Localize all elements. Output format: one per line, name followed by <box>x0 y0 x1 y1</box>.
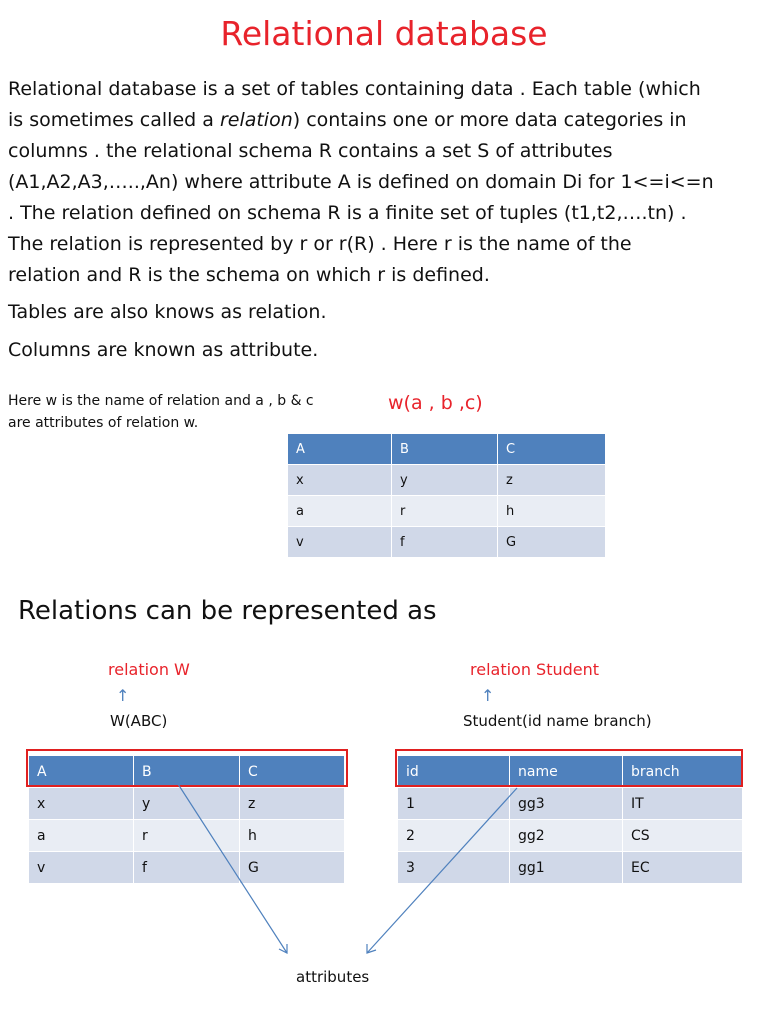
column-header: B <box>392 434 498 465</box>
intro-line-2-start: is sometimes called a <box>8 109 220 131</box>
table-row <box>398 820 743 852</box>
column-header: B <box>134 756 240 788</box>
table-cell: 1 <box>398 788 510 820</box>
table-cell: h <box>498 496 606 527</box>
relation-w-label: relation W <box>108 660 190 679</box>
table-cell: gg1 <box>510 852 623 884</box>
table-cell: f <box>134 852 240 884</box>
tables-alias-text: Tables are also knows as relation. <box>8 301 327 323</box>
table-cell: f <box>392 527 498 558</box>
table-cell: G <box>498 527 606 558</box>
column-header: id <box>398 756 510 788</box>
intro-line-1: Relational database is a set of tables containing data . Each table (which <box>8 78 701 100</box>
table-cell: y <box>392 465 498 496</box>
table-cell: 3 <box>398 852 510 884</box>
relation-note-line-2: are attributes of relation w. <box>8 415 199 431</box>
intro-line-4: (A1,A2,A3,…..,An) where attribute A is defined on domain Di for 1<=i<=n <box>8 171 714 193</box>
header-highlight-box <box>395 749 743 787</box>
table-cell: x <box>288 465 392 496</box>
table-cell: v <box>29 852 134 884</box>
table-cell: gg3 <box>510 788 623 820</box>
relation-w-example-table <box>287 433 606 558</box>
section-heading: Relations can be represented as <box>18 596 437 626</box>
column-header: branch <box>623 756 743 788</box>
table-row <box>29 820 345 852</box>
column-header: A <box>29 756 134 788</box>
relation-note <box>8 390 358 434</box>
column-header: C <box>240 756 345 788</box>
columns-alias-text: Columns are known as attribute. <box>8 339 319 361</box>
intro-paragraph <box>8 74 764 291</box>
intro-line-6: The relation is represented by r or r(R) . Here r is the name of the <box>8 233 632 255</box>
relation-student-schema: Student(id name branch) <box>463 712 652 730</box>
table-cell: a <box>29 820 134 852</box>
table-cell: IT <box>623 788 743 820</box>
column-header: A <box>288 434 392 465</box>
table-row <box>288 465 606 496</box>
arrow-up-icon: ↑ <box>116 686 130 705</box>
table-row <box>29 852 345 884</box>
attributes-label: attributes <box>296 968 370 986</box>
table-row <box>398 852 743 884</box>
table-header-row <box>288 434 606 465</box>
table-cell: a <box>288 496 392 527</box>
table-row <box>29 788 345 820</box>
intro-line-2-end: ) contains one or more data categories in <box>292 109 687 131</box>
relation-term: relation <box>219 109 293 131</box>
column-header: name <box>510 756 623 788</box>
table-cell: gg2 <box>510 820 623 852</box>
table-row <box>398 788 743 820</box>
intro-line-5: . The relation defined on schema R is a finite set of tuples (t1,t2,….tn) . <box>8 202 687 224</box>
relation-note-line-1: Here w is the name of relation and a , b & c <box>8 393 314 409</box>
schema-label: w(a , b ,c) <box>388 392 483 414</box>
table-cell: 2 <box>398 820 510 852</box>
table-cell: z <box>498 465 606 496</box>
arrow-head-icon <box>279 944 287 953</box>
column-header: C <box>498 434 606 465</box>
table-cell: G <box>240 852 345 884</box>
table-cell: CS <box>623 820 743 852</box>
intro-line-7: relation and R is the schema on which r is defined. <box>8 264 490 286</box>
header-highlight-box <box>26 749 348 787</box>
table-cell: y <box>134 788 240 820</box>
intro-line-3: columns . the relational schema R contains a set S of attributes <box>8 140 613 162</box>
table-cell: z <box>240 788 345 820</box>
page-title: Relational database <box>220 14 548 53</box>
table-cell: x <box>29 788 134 820</box>
relation-student-label: relation Student <box>470 660 600 679</box>
arrow-up-icon: ↑ <box>481 686 495 705</box>
table-cell: r <box>134 820 240 852</box>
intro-line-2 <box>8 105 764 136</box>
table-cell: EC <box>623 852 743 884</box>
table-row <box>288 527 606 558</box>
table-cell: v <box>288 527 392 558</box>
arrow-head-icon <box>367 944 376 953</box>
table-cell: h <box>240 820 345 852</box>
table-cell: r <box>392 496 498 527</box>
table-row <box>288 496 606 527</box>
relation-w-schema: W(ABC) <box>110 712 168 730</box>
